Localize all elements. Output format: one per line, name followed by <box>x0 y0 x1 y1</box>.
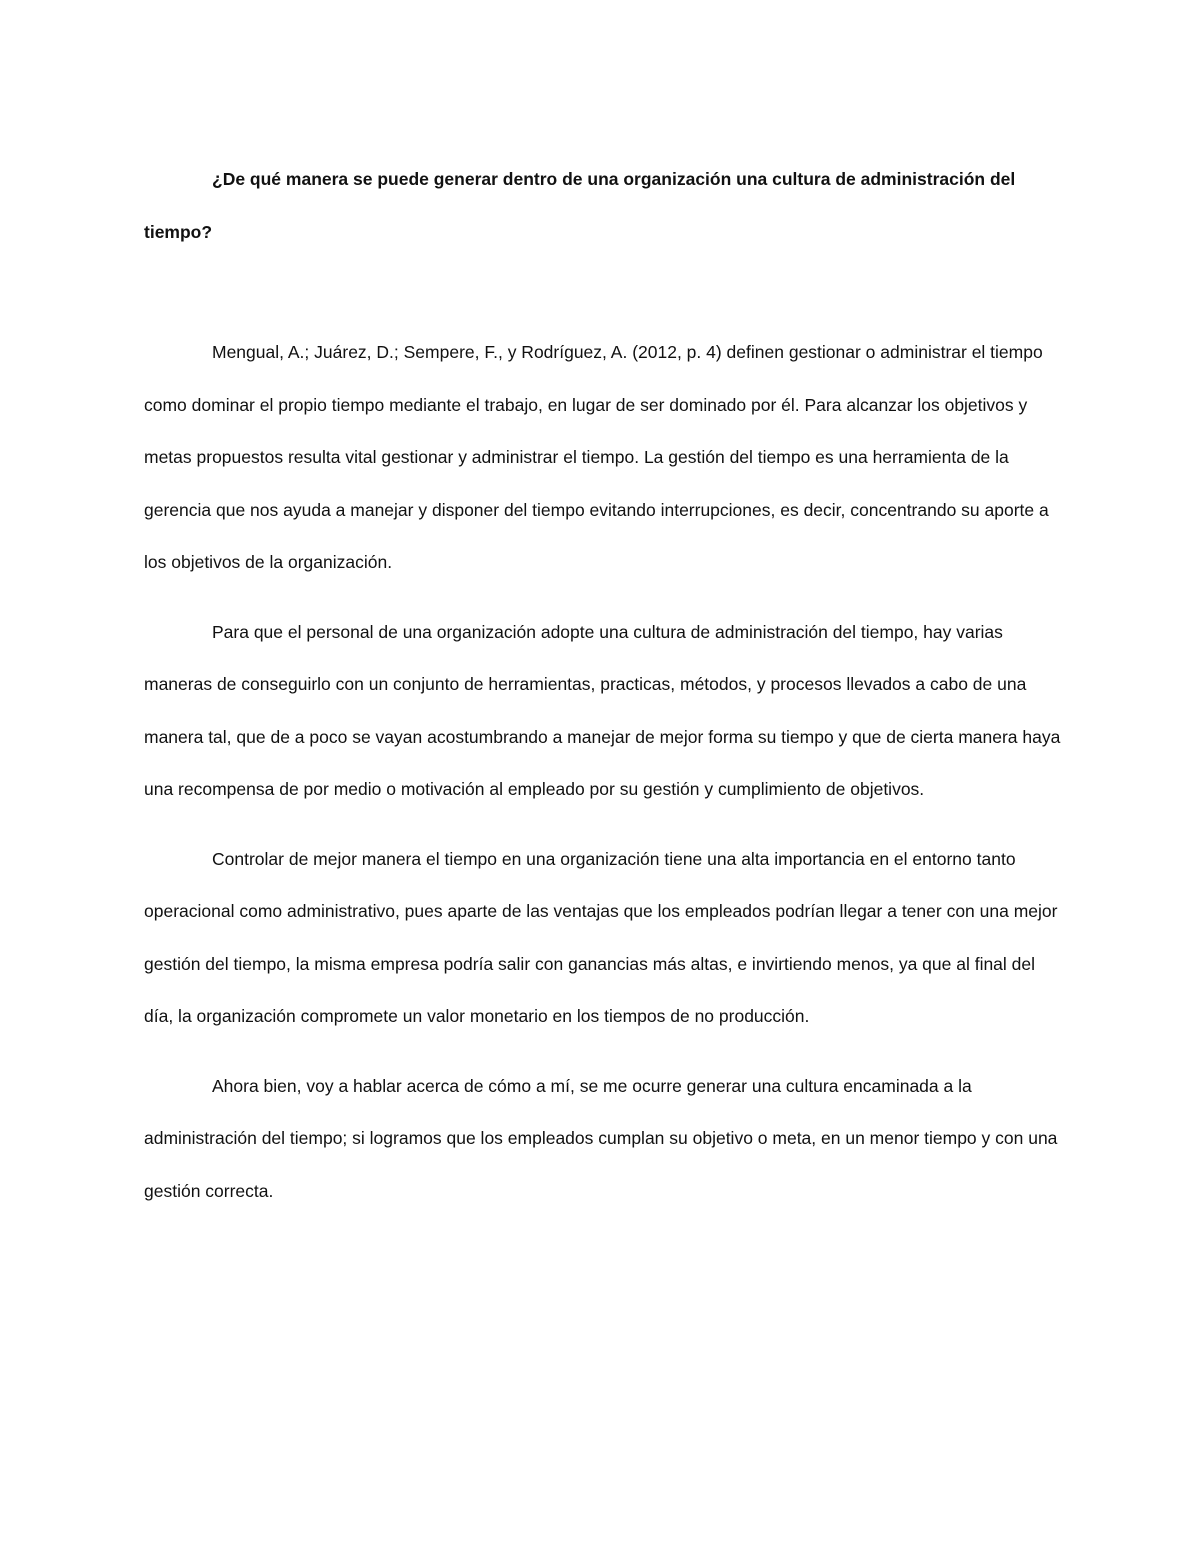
paragraph-importance: Controlar de mejor manera el tiempo en una organización tiene una alta importancia en el entorno tanto operacional como administrativo, pues aparte de las ventajas que los empleados podrían llegar a tener con una mejor gestión del tiempo, la misma empresa podría salir con ganancias más altas, e invirtiendo menos, ya que al final del día, la organización compromete un valor monetario en los tiempos de no producción. <box>144 848 1058 1026</box>
question-heading: ¿De qué manera se puede generar dentro de una organización una cultura de administración del tiempo? <box>144 169 1016 242</box>
document-body <box>144 153 1064 1234</box>
paragraph-adoption: Para que el personal de una organización adopte una cultura de administración del tiempo, hay varias maneras de conseguirlo con un conjunto de herramientas, practicas, métodos, y procesos llevados a cabo de una manera tal, que de a poco se vayan acostumbrando a manejar de mejor forma su tiempo y que de cierta manera haya una recompensa de por medio o motivación al empleado por su gestión y cumplimiento de objetivos. <box>144 621 1061 799</box>
paragraph-proposal: Ahora bien, voy a hablar acerca de cómo a mí, se me ocurre generar una cultura encaminada a la administración del tiempo; si logramos que los empleados cumplan su objetivo o meta, en un menor tiempo y con una gestión correcta. <box>144 1075 1058 1201</box>
paragraph-definition: Mengual, A.; Juárez, D.; Sempere, F., y Rodríguez, A. (2012, p. 4) definen gestionar o administrar el tiempo como dominar el propio tiempo mediante el trabajo, en lugar de ser dominado por él. Para alcanzar los objetivos y metas propuestos resulta vital gestionar y administrar el tiempo. La gestión del tiempo es una herramienta de la gerencia que nos ayuda a manejar y disponer del tiempo evitando interrupciones, es decir, concentrando su aporte a los objetivos de la organización. <box>144 342 1049 572</box>
